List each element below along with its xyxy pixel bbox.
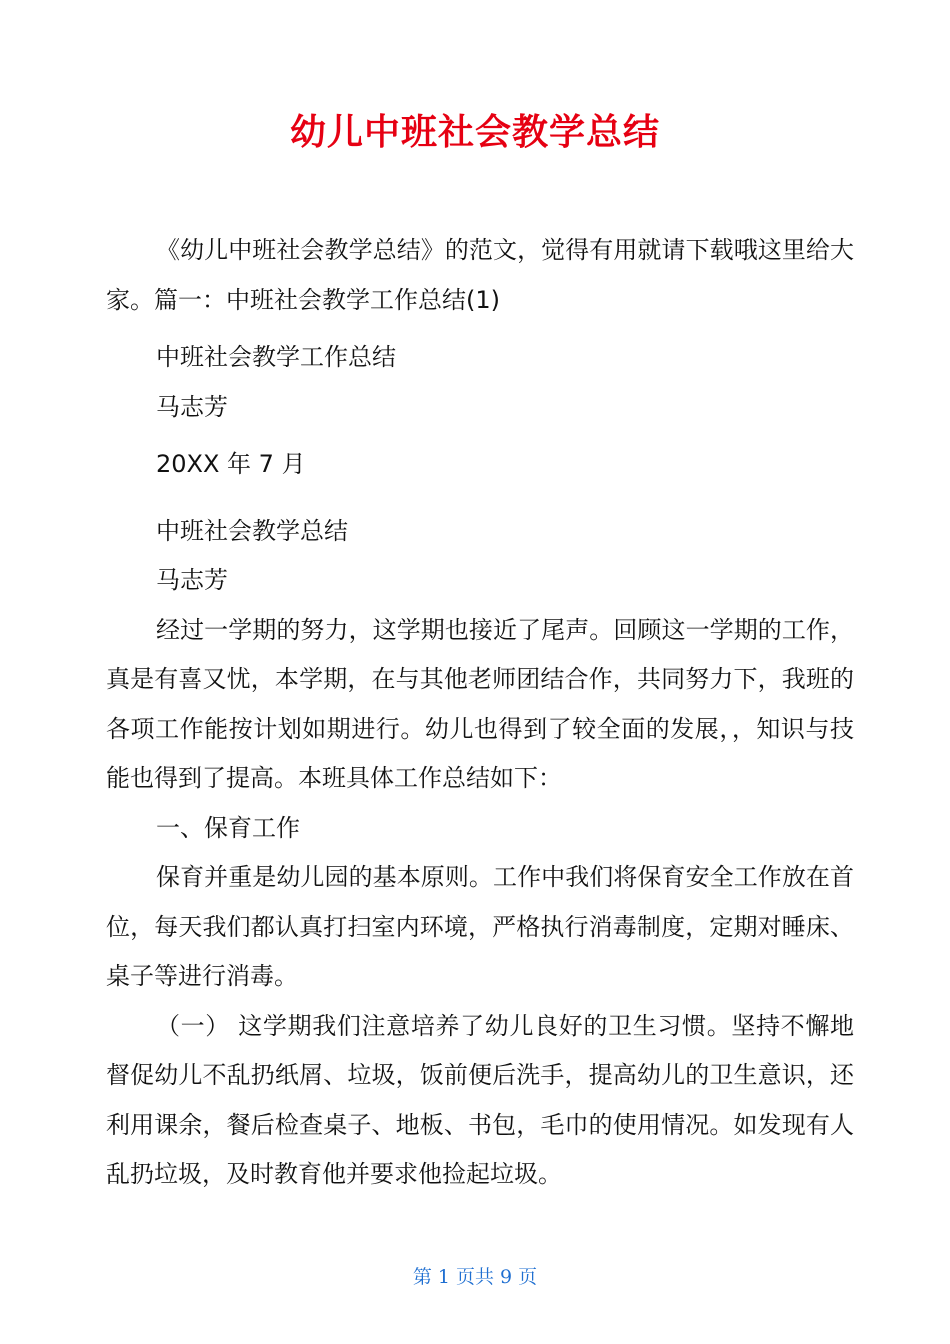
page-indicator: 第 1 页共 9 页 <box>412 1266 538 1288</box>
section-heading: 中班社会教学总结 <box>156 516 348 545</box>
author-name: 马志芳 <box>156 392 228 421</box>
section-heading: 中班社会教学工作总结 <box>156 343 396 371</box>
document-body <box>106 226 854 1200</box>
intro-paragraph: 《幼儿中班社会教学总结》的范文，觉得有用就请下载哦这里给大家。篇一：中班社会教学工作总结(1) <box>106 236 854 314</box>
document-title: 幼儿中班社会教学总结 <box>289 112 660 153</box>
body-paragraph: 保育并重是幼儿园的基本原则。工作中我们将保育安全工作放在首位，每天我们都认真打扫室内环境，严格执行消毒制度，定期对睡床、桌子等进行消毒。 <box>106 863 854 990</box>
date-line: 20XX 年 7 月 <box>156 450 306 478</box>
body-paragraph: （一） 这学期我们注意培养了幼儿良好的卫生习惯。坚持不懈地督促幼儿不乱扔纸屑、垃圾，饭前便后洗手，提高幼儿的卫生意识，还利用课余，餐后检查桌子、地板、书包，毛巾的使用情况。如发现有人乱扔垃圾，及时教育他并要求他捡起垃圾。 <box>106 1011 854 1188</box>
author-name: 马志芳 <box>156 566 228 594</box>
body-paragraph: 经过一学期的努力，这学期也接近了尾声。回顾这一学期的工作，真是有喜又忧，本学期，在与其他老师团结合作，共同努力下，我班的各项工作能按计划如期进行。幼儿也得到了较全面的发展，，知识与技能也得到了提高。本班具体工作总结如下： <box>106 615 854 792</box>
subsection-heading: 一、保育工作 <box>156 813 300 842</box>
